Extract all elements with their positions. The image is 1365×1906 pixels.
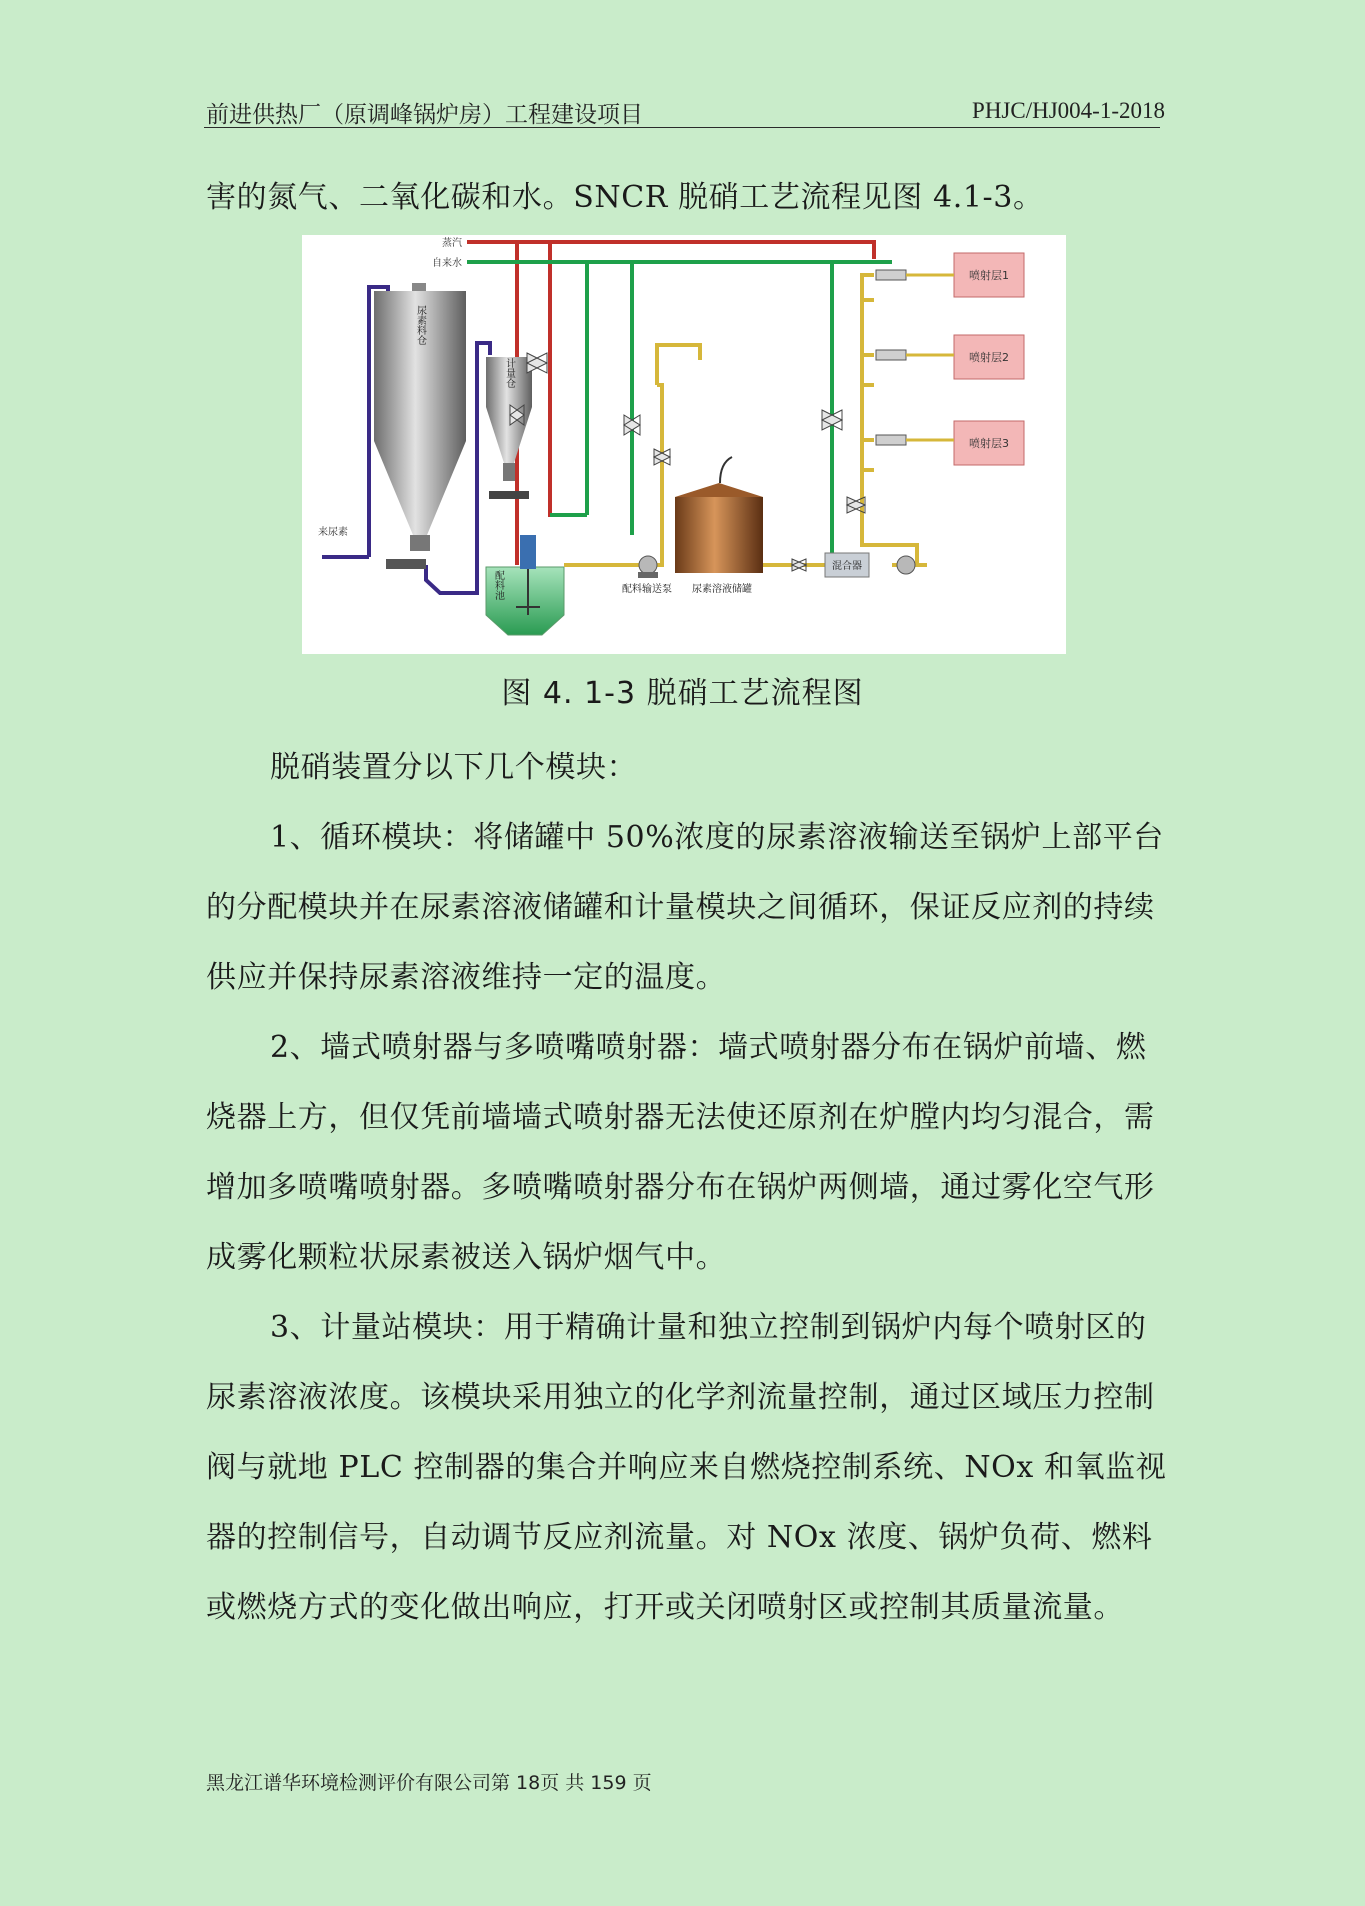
item-metering-station: 3、计量站模块：用于精确计量和独立控制到锅炉内每个喷射区的尿素溶液浓度。该模块采用独立的化学剂流量控制，通过区域压力控制阀与就地 PLC 控制器的集合并响应来自燃烧控制系统、NOx 和氧监视器的控制信号，自动调节反应剂流量。对 NOx 浓度、锅炉负荷、燃料或燃烧方式的变化做出响应，打开或关闭喷射区或控制其质量流量。: [206, 1310, 1167, 1625]
storage-tank-label: 尿素溶液储罐: [692, 584, 752, 595]
mixing-pool-label: 配料池: [492, 570, 504, 600]
intro-line: 害的氮气、二氧化碳和水。SNCR 脱硝工艺流程见图 4.1-3。: [206, 180, 1044, 215]
incoming-urea-label: 来尿素: [318, 527, 348, 538]
feed-pump: [638, 556, 658, 578]
item-wall-injectors: 2、墙式喷射器与多喷嘴喷射器：墙式喷射器分布在锅炉前墙、燃烧器上方，但仅凭前墙墙式喷射器无法使还原剂在炉膛内均匀混合，需增加多喷嘴喷射器。多喷嘴喷射器分布在锅炉两侧墙，通过雾化空气形成雾化颗粒状尿素被送入锅炉烟气中。: [206, 1030, 1155, 1275]
header-title: 前进供热厂（原调峰锅炉房）工程建设项目: [206, 102, 643, 128]
water-label: 自来水: [432, 258, 462, 269]
item-circulation-module: 1、循环模块：将储罐中 50%浓度的尿素溶液输送至锅炉上部平台的分配模块并在尿素溶液储罐和计量模块之间循环，保证反应剂的持续供应并保持尿素溶液维持一定的温度。: [206, 820, 1164, 995]
storage-tank: [675, 457, 763, 573]
spray-layer-2: [954, 335, 1024, 379]
spray-layer-3: [954, 421, 1024, 465]
spray-feed-lines: [906, 275, 954, 440]
spray-layer-1: [954, 253, 1024, 297]
spray-injectors: [876, 270, 906, 445]
steam-label: 蒸汽: [442, 238, 462, 249]
page-footer: 黑龙江谱华环境检测评价有限公司第 18页 共 159 页: [206, 1772, 652, 1794]
urea-silo-label: 尿素料仓: [414, 305, 426, 345]
spray-layer-1-label: 喷射层1: [969, 269, 1009, 282]
spray-layer-2-label: 喷射层2: [969, 351, 1009, 364]
metering-silo-label: 计量仓: [503, 358, 515, 388]
feed-pump-label: 配料输送泵: [622, 584, 672, 595]
process-flow-diagram: [302, 235, 1066, 654]
header-doc-code: PHJC/HJ004-1-2018: [972, 98, 1165, 123]
spray-layer-3-label: 喷射层3: [969, 437, 1009, 450]
header-divider: [204, 127, 1160, 128]
process-flow-svg: [302, 235, 1066, 654]
mixer-label: 混合器: [832, 561, 862, 572]
modules-intro: 脱硝装置分以下几个模块：: [270, 750, 638, 785]
figure-caption: 图 4. 1-3 脱硝工艺流程图: [501, 676, 864, 711]
